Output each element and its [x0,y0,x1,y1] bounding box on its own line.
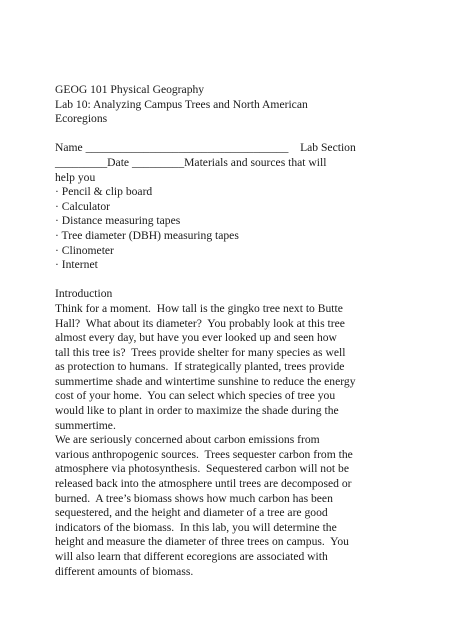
name-lab-section-line: Name ___________________________________ Lab Section [55,141,356,155]
materials-item: · Distance measuring tapes [55,214,181,228]
course-title: GEOG 101 Physical Geography [55,83,205,96]
paragraph-line: various anthropogenic sources. Trees sequester carbon from the [55,447,353,461]
paragraph-line: burned. A tree’s biomass shows how much carbon has been [55,491,333,505]
paragraph-line: sequestered, and the height and diameter of a tree are good [55,506,328,520]
paragraph-line: cost of your home. You can select which species of tree you [55,389,336,403]
paragraph-line: different amounts of biomass. [55,564,194,578]
paragraph-line: almost every day, but have you ever looked up and seen how [55,331,337,345]
spacer [55,127,400,142]
paragraph-line: We are seriously concerned about carbon emissions from [55,433,320,447]
paragraph-line: Think for a moment. How tall is the gingko tree next to Butte [55,301,343,315]
lab-title-line-2: Ecoregions [55,112,108,126]
paragraph-line: as protection to humans. If strategically planted, trees provide [55,360,345,374]
paragraph-line: Hall? What about its diameter? You probably look at this tree [55,316,345,330]
document-body [55,83,400,579]
paragraph-line: tall this tree is? Trees provide shelter for many species as well [55,345,346,359]
paragraph-line: atmosphere via photosynthesis. Sequestered carbon will not be [55,462,349,476]
paragraph-line: would like to plant in order to maximize the shade during the [55,404,339,418]
materials-item: · Calculator [55,199,111,213]
help-you-line: help you [55,170,96,184]
paragraph-line: will also learn that different ecoregions are associated with [55,550,328,563]
paragraph-line: summertime shade and wintertime sunshine to reduce the energy [55,374,356,388]
paragraph-line: height and measure the diameter of three trees on campus. You [55,535,349,549]
introduction-heading: Introduction [55,287,113,301]
paragraph-line: released back into the atmosphere until trees are decomposed or [55,477,352,491]
materials-item: · Clinometer [55,243,114,257]
spacer [55,273,400,288]
date-materials-line: _________Date _________Materials and sources that will [55,155,327,169]
materials-item: · Pencil & clip board [55,185,153,199]
lab-title-line-1: Lab 10: Analyzing Campus Trees and North American [55,97,308,111]
paragraph-line: summertime. [55,418,116,432]
materials-item: · Internet [55,258,98,272]
materials-item: · Tree diameter (DBH) measuring tapes [55,228,239,242]
paragraph-line: indicators of the biomass. In this lab, you will determine the [55,520,337,534]
